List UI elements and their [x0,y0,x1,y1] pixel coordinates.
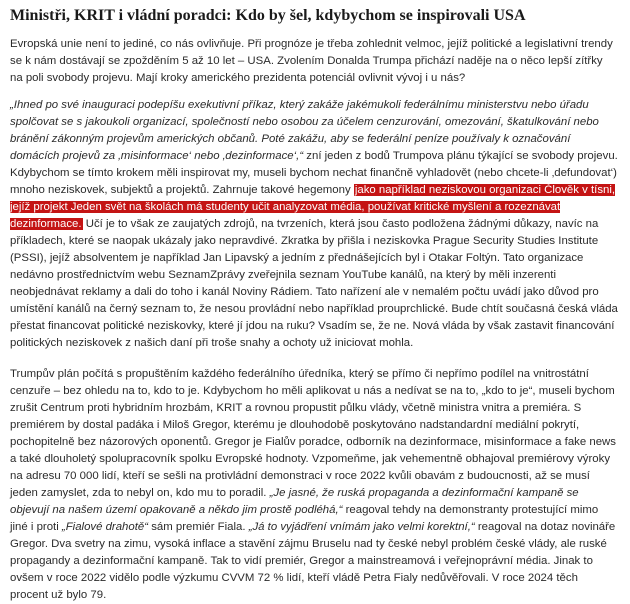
paragraph-text: Trumpův plán počítá s propuštěním každého federálního úředníka, který se přímo či nepřímo podílel na vnitrostátní cenzuře – bez ohledu na to, kdo to je. Kdybychom ho měli aplikovat u nás a nedívat se na to, „kdo to je“, museli bychom zrušit Centrum proti hybridním hrozbám, KRIT a rovnou propustit půlku vlády, včetně ministra vnitra a premiéra. S premiérem by dostal padáka i Miloš Gregor, kterému je dlouhodobě poskytováno nadstandardní mediální pokrytí, pochopitelně bez názorových oponentů. Gregor je Fialův poradce, odborník na dezinformace, misinformace a fake news a také dlouholetý spolupracovník spolku Evropské hodnoty. Vzpomeňme, jak vehementně obhajoval premiérovy výroky na adresu 70 000 lidí, kteří se sešli na protivládní demonstraci v roce 2022 kvůli obavám z budoucnosti, až se musí jeden zamyslet, zda to nebyl on, kdo mu to poradil. [10,368,616,499]
article-title: Ministři, KRIT i vládní poradci: Kdo by šel, kdybychom se inspirovali USA [10,7,526,24]
drahota-quote: „Fialové drahotě“ [61,521,149,533]
paragraph-text: reagoval tehdy na demonstranty protestující mimo jiné i proti [10,504,599,533]
fiala-quote: „Je jasné, že ruská propaganda a dezinformační kampaně se objevují na našem území opakovaně a někdo jim prostě podléhá,“ [10,487,579,516]
quote-paragraph [10,97,618,352]
paragraph-text: sám premiér Fiala. [148,521,249,533]
paragraph-text: zní jeden z bodů Trumpova plánu týkající se svobody projevu. Kdybychom se tímto krokem měli inspirovat my, museli bychom nechat finančně vyhladovět (nebo chcete-li ‚defundovat‘) mnoho neziskovek, subjektů a projektů. Zahrnuje takové hegemony [10,150,618,196]
plan-paragraph [10,366,618,604]
highlighted-text: jako například neziskovou organizaci Člověk v tísni, jejíž projekt Jeden svět na školách má studenty učit analyzovat média, používat kritické myšlení a rozeznávat dezinformace. [10,184,616,230]
trump-quote: „Ihned po své inauguraci podepíšu exekutivní příkaz, který zakáže jakémukoli federálnímu ministerstvu nebo úřadu spolčovat se s jakoukoli organizací, společností nebo osobou za účelem cenzurování, omezování, škatulkování nebo bránění zákonným projevům amerických občanů. Poté zakážu, aby se federální peníze používaly k označování domácích projevů za ‚misinformace‘ nebo ‚dezinformace‘,“ [10,99,599,162]
paragraph-text-tail: Učí je to však ze zaujatých zdrojů, na tvrzeních, která jsou často podložena žádnými důkazy, navíc na příkladech, které se naopak ukázaly jako nepravdivé. Zkratka by přišla i neziskovka Prague Security Studies Institute (PSSI), jejíž absolventem je například Jan Lipavský a jedním z přednášejících byl i Otakar Foltýn. Tato organizace nedávno prostřednictvím webu SeznamZprávy zveřejnila seznam YouTube kanálů, na který by měli inzerenti neobjednávat reklamy a dali do toho i kanál Noviny Rádiem. Tato nařízení ale v nemalém počtu uvádí jako důvod pro umístění kanálů na černý seznam to, že nesou provládní nebo například prouprchlické. Bude chtít současná česká vláda přestat financovat politické neziskovky, které jí jdou na ruku? Vsadím se, že ne. Nová vláda by však zastavit financování politických neziskovek z našich daní při troše snahy a ochoty už iniciovat mohla. [10,218,618,349]
paragraph-text: reagoval na dotaz novináře Gregor. Dva svetry na zimu, vysoká inflace a stavění zájmu Bruselu nad ty české nebyl problém české vlády, ale ruské propagandy a dezinformační kampaně. Tak to vidí premiér, Gregor a mainstreamová i veřejnoprávní média. Jinak to ovšem v roce 2022 vidělo podle výzkumu CVVM 72 % lidí, kteří vládě Petra Fialy nedůvěřovali. V roce 2024 těch procent už bylo 79. [10,521,616,601]
gregor-quote: „Já to vyjádření vnímám jako velmi korektní,“ [248,521,475,533]
intro-paragraph: Evropská unie není to jediné, co nás ovlivňuje. Při prognóze je třeba zohlednit velmoc, jejíž politické a legislativní trendy se k nám dostávají se zpožděním 5 až 10 let – USA. Zvolením Donalda Trumpa přichází naděje na o něco lepší zítřky na poli svobody projevu. Mají kroky amerického prezidenta potenciál ovlivnit vývoj i u nás? [10,38,613,84]
